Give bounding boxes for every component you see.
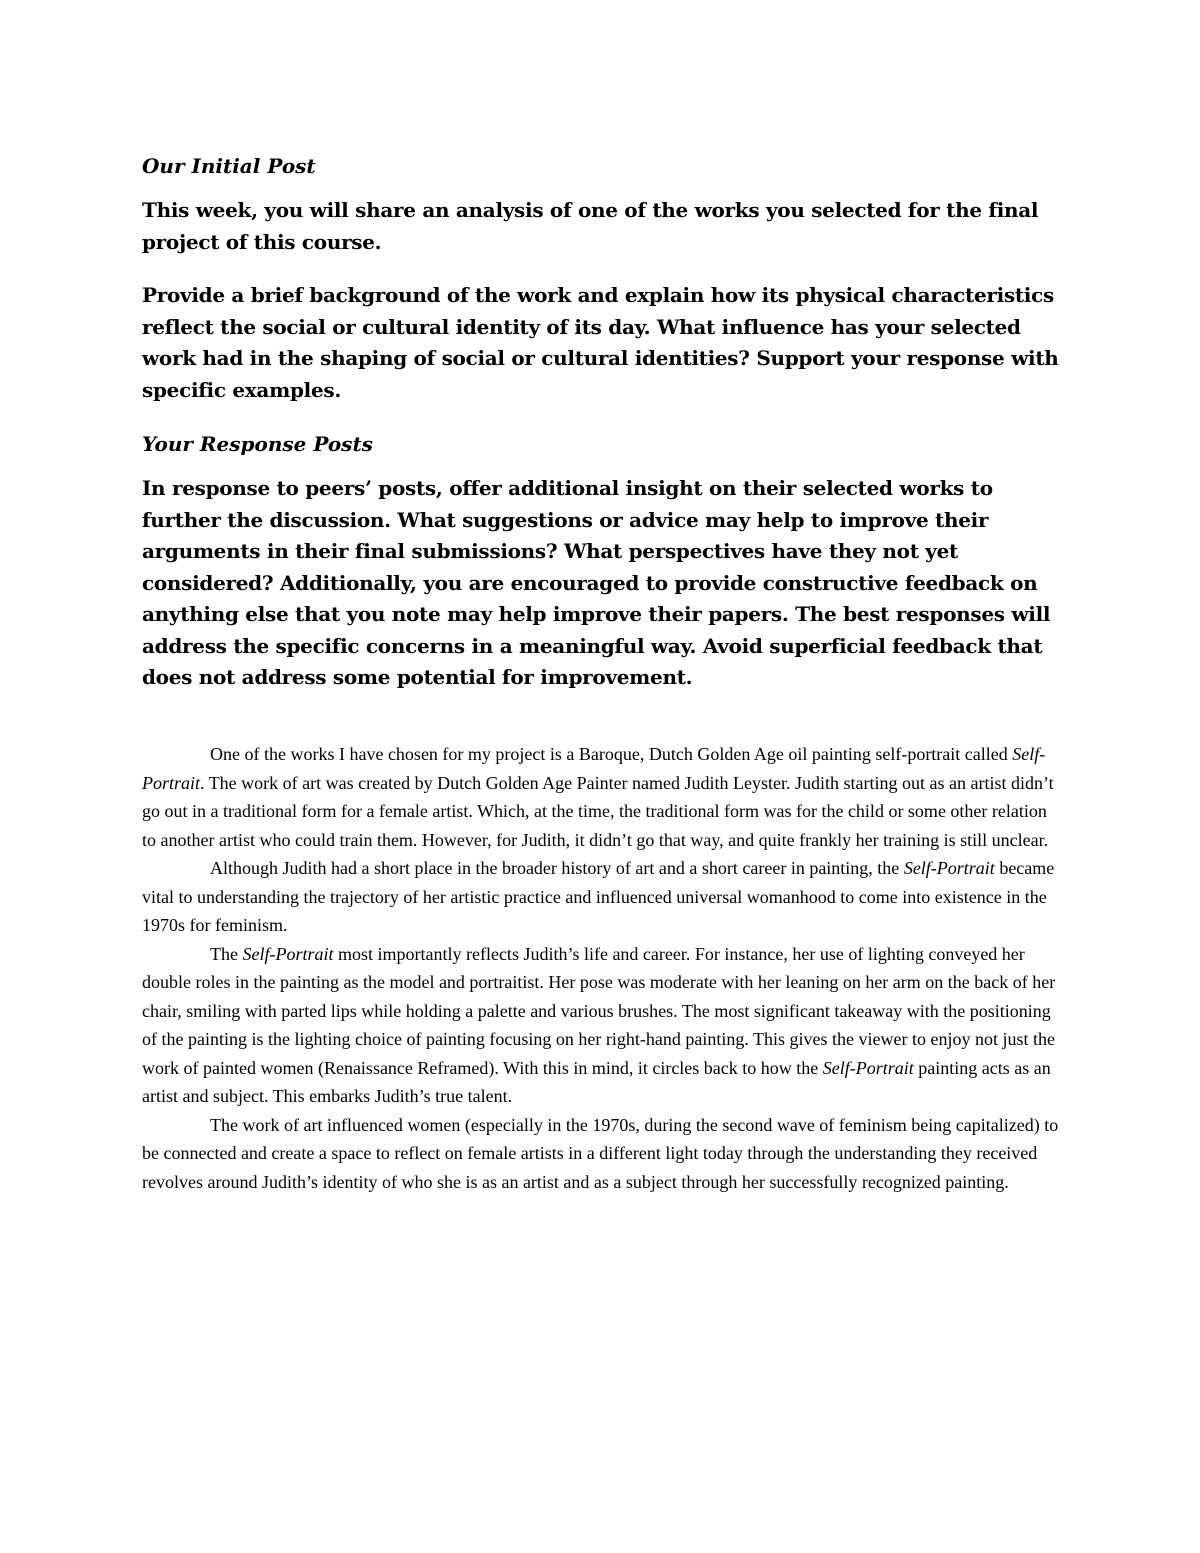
essay-text: The <box>210 943 243 964</box>
essay-text: became vital to understanding the trajectory of her artistic practice and influenced universal womanhood to come into existence in the 1970s for feminism. <box>142 858 1055 935</box>
essay-paragraph-2 <box>142 854 1062 940</box>
initial-post-heading: Our Initial Post <box>142 154 316 178</box>
artwork-title: Self-Portrait <box>903 858 995 878</box>
artwork-title: Self-Portrait <box>142 744 1046 793</box>
initial-post-details: Provide a brief background of the work and explain how its physical characteristics reflect the social or cultural identity of its day. What influence has your selected work had in the shaping of social or cultural identities? Support your response with specific examples. <box>142 283 1059 402</box>
assignment-prompt <box>142 150 1072 716</box>
essay-paragraph-4: The work of art influenced women (especially in the 1970s, during the second wave of feminism being capitalized) to be connected and create a space to reflect on female artists in a different light today through the understanding they received revolves around Judith’s identity of who she is as an artist and as a subject through her successfully recognized painting. <box>142 1114 1059 1192</box>
essay-text: One of the works I have chosen for my project is a Baroque, Dutch Golden Age oil painting self-portrait called <box>210 744 1013 764</box>
essay-text: painting acts as an artist and subject. This embarks Judith’s true talent. <box>142 1057 1051 1106</box>
artwork-title: Self-Portrait <box>242 943 334 964</box>
essay-paragraph-1 <box>142 740 1062 854</box>
artwork-title: Self-Portrait <box>822 1057 914 1078</box>
essay-text: most importantly reflects Judith’s life and career. For instance, her use of lighting conveyed her double roles in the painting as the model and portraitist. Her pose was moderate with her leaning on her arm on the back of her chair, smiling with parted lips while holding a palette and various brushes. The most significant takeaway with the positioning of the painting is the lighting choice of painting focusing on her right-hand painting. This gives the viewer to enjoy not just the work of painted women (Renaissance Reframed). With this in mind, it circles back to how the <box>142 943 1056 1078</box>
essay-text: . The work of art was created by Dutch Golden Age Painter named Judith Leyster. Judith starting out as an artist didn’t go out in a traditional form for a female artist. Which, at the time, the traditional form was for the child or some other relation to another artist who could train them. However, for Judith, it didn’t go that way, and quite frankly her training is still unclear. <box>142 772 1054 850</box>
initial-post-task: This week, you will share an analysis of one of the works you selected for the final project of this course. <box>142 198 1039 254</box>
essay-text: Although Judith had a short place in the broader history of art and a short career in painting, the <box>210 858 904 878</box>
response-posts-details: In response to peers’ posts, offer additional insight on their selected works to further the discussion. What suggestions or advice may help to improve their arguments in their final submissions? What perspectives have they not yet considered? Additionally, you are encouraged to provide constructive feedback on anything else that you note may help improve their papers. The best responses will address the specific concerns in a meaningful way. Avoid superficial feedback that does not address some potential for improvement. <box>142 476 1051 689</box>
essay-paragraph-3 <box>142 940 1062 1111</box>
response-posts-heading: Your Response Posts <box>142 432 373 456</box>
essay-body <box>142 740 1062 1196</box>
